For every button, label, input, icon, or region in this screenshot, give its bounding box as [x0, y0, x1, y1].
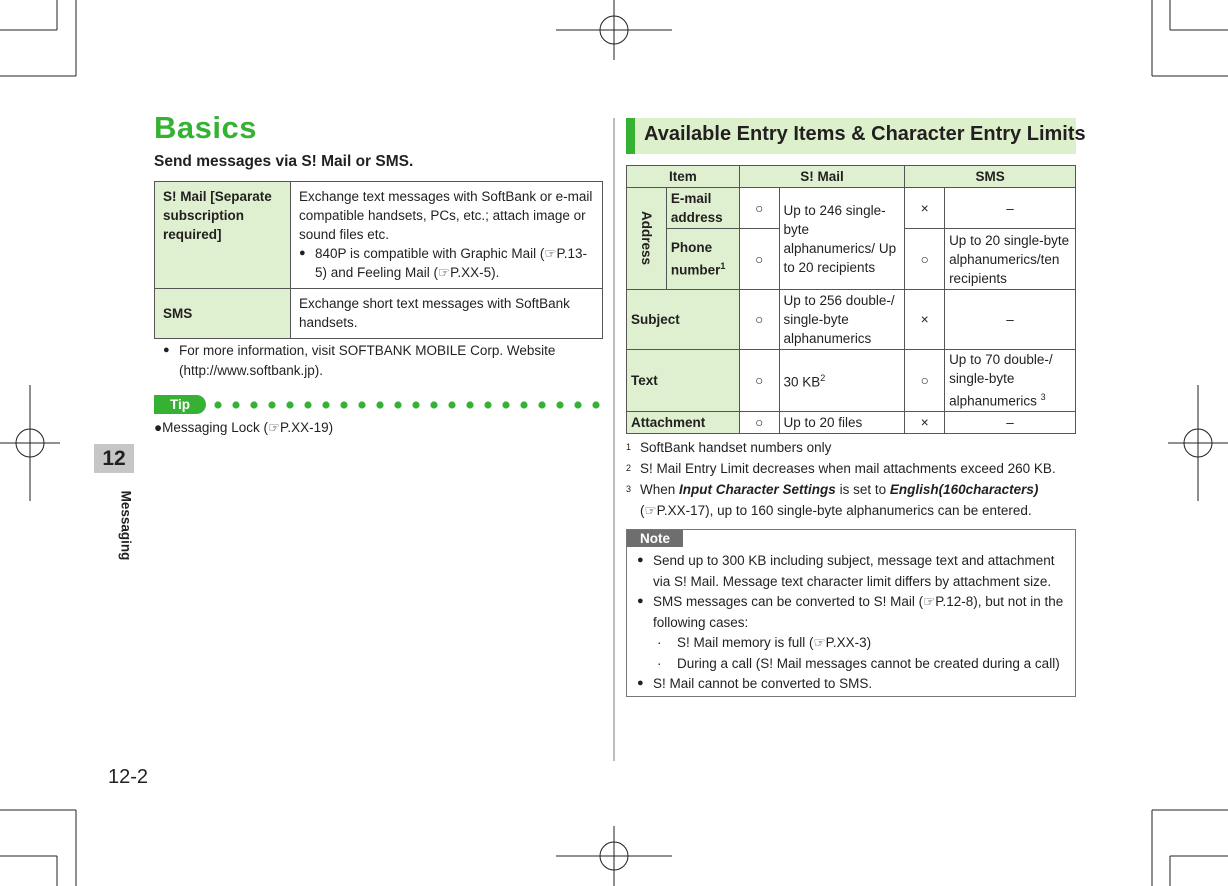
tip-dotted-rule — [214, 395, 604, 415]
sms-availability: × — [905, 290, 945, 350]
tip-text: ●Messaging Lock (☞P.XX-19) — [154, 420, 334, 435]
note-sub-item-2: During a call (S! Mail messages cannot be created during a call) — [677, 655, 1060, 671]
smail-limit: Up to 256 double-/ single-byte alphanumerics — [779, 290, 905, 350]
sms-availability: ○ — [905, 229, 945, 290]
table-row — [627, 188, 1076, 229]
smail-limit: 30 KB — [783, 374, 821, 390]
bullet-icon: ● — [299, 247, 306, 259]
table-header-row — [627, 166, 1076, 188]
smail-limit-cell — [779, 350, 905, 412]
table-row — [155, 289, 603, 339]
heading-accent-bar — [626, 118, 635, 154]
sms-limit: – — [945, 290, 1076, 350]
item-attachment: Attachment — [627, 411, 740, 433]
address-group-cell — [627, 188, 667, 290]
list-item — [637, 592, 1072, 633]
sms-limit-cell — [945, 350, 1076, 412]
footnote-text-c: is set to — [835, 482, 890, 497]
item-phone-number-cell — [666, 229, 739, 290]
note-box — [626, 529, 1076, 697]
footnote-text: SoftBank handset numbers only — [640, 440, 832, 455]
footnote-number: 1 — [626, 442, 632, 452]
footnote-ref: 1 — [720, 261, 726, 272]
bullet-icon: ● — [637, 595, 644, 607]
sms-description: Exchange short text messages with SoftBank handsets. — [291, 289, 603, 339]
smail-limit: Up to 246 single-byte alphanumerics/ Up to 20 recipients — [779, 188, 905, 290]
smail-description-cell — [291, 182, 603, 289]
header-sms: SMS — [905, 166, 1076, 188]
chapter-number: 12 — [94, 444, 134, 473]
basics-table — [154, 181, 603, 339]
footnote-text-e: (☞P.XX-17), up to 160 single-byte alphanumerics can be entered. — [640, 503, 1032, 518]
footnote-number: 3 — [626, 484, 632, 494]
note-bullet-3: S! Mail cannot be converted to SMS. — [653, 676, 873, 691]
list-item — [637, 551, 1072, 592]
sms-availability: × — [905, 188, 945, 229]
footnote-3 — [626, 479, 1076, 521]
footnote-setting-name: Input Character Settings — [679, 482, 836, 497]
sub-bullet-marker: · — [657, 635, 662, 650]
list-item — [637, 674, 1072, 695]
sms-limit: Up to 20 single-byte alphanumerics/ten recipients — [945, 229, 1076, 290]
note-bullet-2: SMS messages can be converted to S! Mail (☞P.12-8), but not in the following cases: — [653, 594, 1064, 630]
smail-description: Exchange text messages with SoftBank or e-mail compatible handsets, PCs, etc.; attach image or sound files etc. — [299, 189, 593, 242]
info-note — [163, 341, 603, 381]
smail-label: S! Mail [Separate subscription required] — [155, 182, 291, 289]
chapter-name: Messaging — [118, 490, 134, 561]
table-row — [627, 350, 1076, 412]
item-phone-number: Phone number — [670, 240, 721, 278]
footnote-1 — [626, 437, 1076, 458]
tip-label: Tip — [154, 395, 206, 414]
smail-availability: ○ — [739, 350, 779, 412]
section-heading — [626, 118, 1086, 154]
footnote-ref: 2 — [820, 373, 826, 383]
sms-label: SMS — [155, 289, 291, 339]
note-sub-item-1: S! Mail memory is full (☞P.XX-3) — [677, 635, 872, 650]
footnote-text: S! Mail Entry Limit decreases when mail attachments exceed 260 KB. — [640, 461, 1056, 476]
smail-bullet-text: 840P is compatible with Graphic Mail (☞P.13-5) and Feeling Mail (☞P.XX-5). — [315, 246, 587, 280]
page-subtitle: Send messages via S! Mail or SMS. — [154, 153, 414, 170]
item-email-address: E-mail address — [666, 188, 739, 229]
list-item — [637, 654, 1072, 675]
sub-bullet-marker: · — [657, 655, 662, 671]
note-body — [637, 551, 1072, 695]
entry-limits-table — [626, 165, 1076, 434]
bullet-icon: ● — [637, 554, 644, 566]
address-group-label: Address — [638, 211, 654, 266]
smail-availability: ○ — [739, 188, 779, 229]
sms-availability: ○ — [905, 350, 945, 412]
sms-limit: Up to 70 double-/ single-byte alphanumerics — [949, 352, 1053, 409]
list-item — [637, 633, 1072, 654]
note-label: Note — [627, 530, 683, 547]
bullet-icon: ● — [637, 677, 644, 689]
bullet-icon: ● — [163, 344, 170, 356]
smail-availability: ○ — [739, 411, 779, 433]
table-row — [627, 411, 1076, 433]
table-row — [155, 182, 603, 289]
smail-limit: Up to 20 files — [779, 411, 905, 433]
item-subject: Subject — [627, 290, 740, 350]
list-item — [299, 244, 594, 282]
info-note-text: For more information, visit SOFTBANK MOBILE Corp. Website (http://www.softbank.jp). — [179, 343, 556, 378]
smail-availability: ○ — [739, 229, 779, 290]
page-title: Basics — [154, 110, 257, 145]
section-title: Available Entry Items & Character Entry Limits — [644, 123, 1086, 145]
tip-bar — [154, 395, 604, 415]
footnote-setting-value: English(160characters) — [889, 482, 1039, 497]
item-text: Text — [627, 350, 740, 412]
sms-limit: – — [945, 188, 1076, 229]
footnote-text-a: When — [640, 482, 680, 497]
footnote-number: 2 — [626, 463, 632, 473]
header-item: Item — [627, 166, 740, 188]
column-divider — [613, 118, 615, 761]
header-smail: S! Mail — [739, 166, 905, 188]
note-bullet-1: Send up to 300 KB including subject, message text and attachment via S! Mail. Message text character limit differs by attachment size. — [653, 553, 1055, 589]
sms-availability: × — [905, 411, 945, 433]
footnote-ref: 3 — [1040, 392, 1046, 402]
page-number: 12-2 — [108, 766, 149, 788]
sms-limit: – — [945, 411, 1076, 433]
footnote-2 — [626, 458, 1076, 479]
smail-availability: ○ — [739, 290, 779, 350]
table-row — [627, 290, 1076, 350]
